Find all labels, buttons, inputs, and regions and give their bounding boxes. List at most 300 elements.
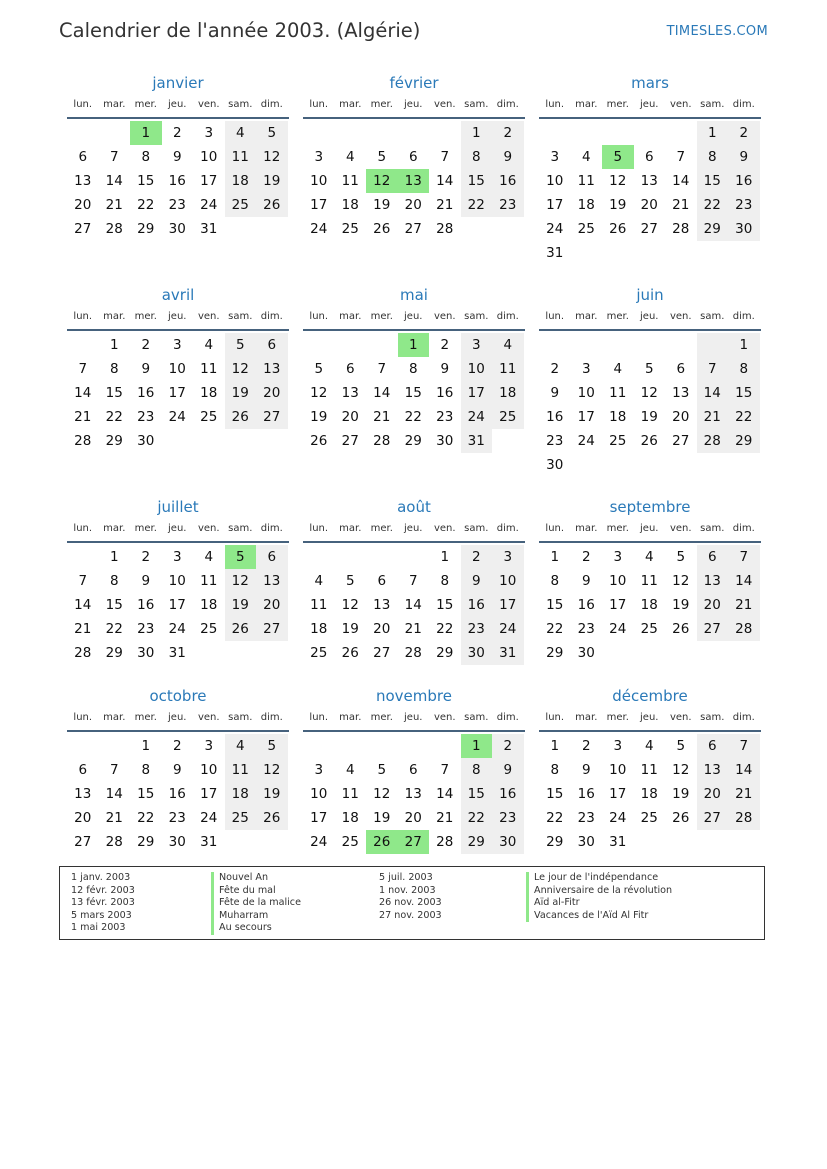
weekday-label: dim.: [260, 311, 283, 322]
day-cell: 12: [640, 385, 658, 401]
day-cell: 7: [440, 149, 450, 165]
empty-cell: [366, 734, 398, 758]
weekday-label: dim.: [496, 523, 519, 534]
empty-cell: [398, 545, 430, 569]
day-cell: 23: [546, 433, 564, 449]
weekday-label: mar.: [575, 99, 598, 110]
week-row: [67, 193, 289, 217]
day-cell: 9: [461, 569, 493, 593]
week-row: [539, 333, 761, 357]
weekday-header: [67, 522, 289, 539]
day-cell: 25: [341, 834, 359, 850]
week-row: [67, 758, 289, 782]
day-cell: 28: [404, 645, 422, 661]
day-cell: 5: [602, 145, 634, 169]
day-grid: [539, 121, 761, 265]
day-cell: 15: [461, 782, 493, 806]
day-cell: 31: [168, 645, 186, 661]
day-cell: 4: [492, 333, 524, 357]
day-cell: 9: [581, 762, 591, 778]
day-cell: 14: [728, 758, 760, 782]
day-cell: 20: [373, 621, 391, 637]
month-name: septembre: [609, 498, 691, 516]
weekday-label: dim.: [732, 523, 755, 534]
weekday-header: [67, 711, 289, 728]
day-cell: 20: [404, 197, 422, 213]
day-cell: 12: [225, 357, 257, 381]
day-cell: 7: [408, 573, 418, 589]
day-cell: 31: [461, 429, 493, 453]
empty-cell: [303, 121, 335, 145]
week-row: [67, 169, 289, 193]
day-cell: 18: [341, 197, 359, 213]
week-row: [303, 217, 525, 241]
weekday-label: dim.: [260, 99, 283, 110]
day-cell: 22: [105, 409, 123, 425]
day-cell: 22: [728, 405, 760, 429]
day-cell: 31: [200, 221, 218, 237]
empty-cell: [303, 545, 335, 569]
day-cell: 4: [345, 149, 355, 165]
day-cell: 26: [672, 810, 690, 826]
day-cell: 10: [168, 361, 186, 377]
day-cell: 30: [461, 641, 493, 665]
day-cell: 24: [310, 834, 328, 850]
weekday-label: lun.: [309, 311, 329, 322]
weekday-label: mar.: [575, 523, 598, 534]
week-row: [303, 758, 525, 782]
day-cell: 12: [672, 762, 690, 778]
day-cell: 5: [256, 734, 288, 758]
weekday-label: dim.: [496, 99, 519, 110]
day-cell: 2: [141, 337, 151, 353]
day-cell: 19: [225, 381, 257, 405]
empty-cell: [99, 734, 131, 758]
empty-cell: [697, 641, 729, 665]
week-row: [303, 545, 525, 569]
month-name: juillet: [157, 498, 199, 516]
week-row: [303, 734, 525, 758]
week-row: [539, 758, 761, 782]
day-cell: 9: [440, 361, 450, 377]
day-cell: 20: [697, 593, 729, 617]
day-cell: 1: [550, 738, 560, 754]
day-cell: 4: [225, 734, 257, 758]
brand-logo[interactable]: TIMESLES.COM: [666, 24, 768, 39]
day-cell: 29: [105, 433, 123, 449]
day-cell: 14: [728, 569, 760, 593]
day-cell: 26: [256, 193, 288, 217]
day-cell: 18: [225, 169, 257, 193]
day-cell: 30: [492, 830, 524, 854]
day-grid: [67, 121, 289, 241]
day-cell: 29: [404, 433, 422, 449]
empty-cell: [99, 121, 131, 145]
empty-cell: [697, 830, 729, 854]
day-cell: 24: [577, 433, 595, 449]
legend-entry: Fête de la malice: [211, 897, 301, 910]
day-cell: 14: [436, 173, 454, 189]
day-cell: 30: [168, 834, 186, 850]
empty-cell: [225, 830, 257, 854]
empty-cell: [398, 121, 430, 145]
day-grid: [303, 545, 525, 665]
day-cell: 2: [461, 545, 493, 569]
empty-cell: [225, 217, 257, 241]
day-cell: 13: [697, 569, 729, 593]
day-cell: 7: [697, 357, 729, 381]
day-cell: 13: [672, 385, 690, 401]
empty-cell: [634, 830, 666, 854]
empty-cell: [728, 830, 760, 854]
header-divider: [539, 329, 761, 331]
week-row: [539, 593, 761, 617]
week-row: [539, 169, 761, 193]
day-cell: 21: [436, 197, 454, 213]
week-row: [67, 806, 289, 830]
day-cell: 30: [577, 645, 595, 661]
day-cell: 17: [609, 597, 627, 613]
weekday-label: lun.: [545, 311, 565, 322]
day-cell: 3: [314, 149, 324, 165]
day-cell: 13: [256, 357, 288, 381]
weekday-label: ven.: [433, 523, 456, 534]
week-row: [67, 593, 289, 617]
weekday-header: [539, 310, 761, 327]
day-cell: 21: [373, 409, 391, 425]
day-cell: 27: [398, 830, 430, 854]
day-cell: 8: [109, 361, 119, 377]
day-cell: 1: [398, 333, 430, 357]
weekday-label: lun.: [309, 712, 329, 723]
day-cell: 12: [310, 385, 328, 401]
day-cell: 23: [492, 193, 524, 217]
day-cell: 17: [200, 173, 218, 189]
weekday-label: mer.: [134, 712, 157, 723]
day-grid: [67, 734, 289, 854]
day-cell: 11: [640, 573, 658, 589]
weekday-label: lun.: [309, 523, 329, 534]
weekday-label: dim.: [260, 712, 283, 723]
day-cell: 26: [609, 221, 627, 237]
day-cell: 25: [225, 806, 257, 830]
empty-cell: [492, 429, 524, 453]
day-cell: 21: [404, 621, 422, 637]
day-cell: 21: [436, 810, 454, 826]
day-cell: 2: [172, 738, 182, 754]
weekday-label: jeu.: [404, 99, 423, 110]
day-cell: 14: [74, 385, 92, 401]
day-cell: 22: [546, 621, 564, 637]
day-cell: 13: [697, 758, 729, 782]
weekday-header: [539, 98, 761, 115]
day-cell: 14: [697, 381, 729, 405]
header-divider: [303, 329, 525, 331]
day-cell: 7: [728, 734, 760, 758]
day-cell: 25: [577, 221, 595, 237]
day-cell: 23: [436, 409, 454, 425]
day-cell: 31: [546, 245, 564, 261]
empty-cell: [634, 333, 666, 357]
legend-entry: 5 juil. 2003: [379, 872, 433, 883]
month-name: octobre: [149, 687, 207, 705]
day-cell: 24: [310, 221, 328, 237]
day-cell: 5: [377, 149, 387, 165]
empty-cell: [665, 641, 697, 665]
day-cell: 3: [613, 738, 623, 754]
weekday-label: sam.: [228, 523, 253, 534]
day-cell: 27: [373, 645, 391, 661]
day-cell: 12: [366, 169, 398, 193]
weekday-label: lun.: [545, 523, 565, 534]
day-cell: 7: [78, 361, 88, 377]
empty-cell: [492, 217, 524, 241]
weekday-label: sam.: [228, 311, 253, 322]
day-cell: 23: [137, 621, 155, 637]
day-cell: 25: [200, 409, 218, 425]
empty-cell: [602, 241, 634, 265]
empty-cell: [398, 734, 430, 758]
day-cell: 23: [577, 621, 595, 637]
day-cell: 10: [200, 149, 218, 165]
day-cell: 9: [581, 573, 591, 589]
month-name: mars: [631, 74, 669, 92]
day-cell: 14: [105, 786, 123, 802]
week-row: [67, 569, 289, 593]
empty-cell: [193, 641, 225, 665]
empty-cell: [256, 830, 288, 854]
empty-cell: [335, 333, 367, 357]
day-cell: 6: [377, 573, 387, 589]
day-cell: 16: [137, 597, 155, 613]
day-cell: 23: [137, 409, 155, 425]
day-cell: 6: [408, 762, 418, 778]
day-cell: 20: [74, 810, 92, 826]
day-cell: 17: [168, 597, 186, 613]
day-cell: 15: [404, 385, 422, 401]
empty-cell: [602, 641, 634, 665]
day-cell: 23: [577, 810, 595, 826]
day-cell: 4: [644, 738, 654, 754]
weekday-label: ven.: [669, 311, 692, 322]
week-row: [539, 569, 761, 593]
week-row: [539, 545, 761, 569]
weekday-label: ven.: [197, 311, 220, 322]
day-cell: 10: [461, 357, 493, 381]
day-cell: 18: [577, 197, 595, 213]
day-cell: 6: [676, 361, 686, 377]
weekday-label: dim.: [732, 99, 755, 110]
day-grid: [539, 545, 761, 665]
weekday-label: mer.: [370, 99, 393, 110]
day-cell: 23: [492, 806, 524, 830]
legend-entry: 27 nov. 2003: [379, 909, 442, 921]
day-cell: 15: [546, 786, 564, 802]
empty-cell: [634, 641, 666, 665]
day-cell: 22: [105, 621, 123, 637]
day-cell: 9: [141, 573, 151, 589]
week-row: [67, 405, 289, 429]
day-cell: 11: [640, 762, 658, 778]
day-cell: 10: [310, 173, 328, 189]
day-cell: 16: [168, 173, 186, 189]
week-row: [303, 806, 525, 830]
day-cell: 25: [225, 193, 257, 217]
header-divider: [303, 730, 525, 732]
day-cell: 12: [373, 786, 391, 802]
week-row: [67, 121, 289, 145]
week-row: [67, 830, 289, 854]
weekday-label: jeu.: [640, 99, 659, 110]
day-grid: [303, 333, 525, 453]
empty-cell: [366, 545, 398, 569]
day-cell: 28: [74, 645, 92, 661]
weekday-label: mar.: [339, 99, 362, 110]
weekday-label: mer.: [606, 523, 629, 534]
day-cell: 18: [310, 621, 328, 637]
day-cell: 24: [546, 221, 564, 237]
day-cell: 24: [461, 405, 493, 429]
day-cell: 18: [609, 409, 627, 425]
week-row: [303, 569, 525, 593]
day-cell: 26: [225, 617, 257, 641]
weekday-label: lun.: [545, 712, 565, 723]
day-cell: 20: [74, 197, 92, 213]
header-divider: [539, 730, 761, 732]
day-cell: 27: [404, 221, 422, 237]
day-cell: 7: [377, 361, 387, 377]
day-cell: 17: [577, 409, 595, 425]
weekday-label: mar.: [575, 712, 598, 723]
day-cell: 5: [676, 549, 686, 565]
empty-cell: [634, 121, 666, 145]
day-cell: 1: [461, 734, 493, 758]
header-divider: [303, 117, 525, 119]
day-cell: 17: [310, 810, 328, 826]
month-1: [303, 72, 525, 241]
week-row: [67, 782, 289, 806]
day-cell: 16: [492, 169, 524, 193]
day-cell: 19: [256, 169, 288, 193]
empty-cell: [634, 241, 666, 265]
weekday-label: mar.: [339, 311, 362, 322]
day-cell: 17: [168, 385, 186, 401]
week-row: [539, 193, 761, 217]
weekday-label: sam.: [228, 99, 253, 110]
day-cell: 4: [644, 549, 654, 565]
day-cell: 21: [105, 197, 123, 213]
day-cell: 9: [172, 149, 182, 165]
day-cell: 26: [256, 806, 288, 830]
day-cell: 25: [310, 645, 328, 661]
day-cell: 6: [644, 149, 654, 165]
day-cell: 25: [640, 810, 658, 826]
week-row: [539, 241, 761, 265]
day-cell: 8: [461, 758, 493, 782]
weekday-header: [539, 711, 761, 728]
day-cell: 3: [613, 549, 623, 565]
day-cell: 27: [697, 617, 729, 641]
day-cell: 24: [609, 810, 627, 826]
day-cell: 11: [225, 758, 257, 782]
weekday-label: sam.: [464, 99, 489, 110]
empty-cell: [429, 121, 461, 145]
day-cell: 6: [78, 149, 88, 165]
day-cell: 20: [697, 782, 729, 806]
week-row: [539, 121, 761, 145]
weekday-label: jeu.: [168, 523, 187, 534]
weekday-label: jeu.: [168, 712, 187, 723]
weekday-label: mer.: [606, 712, 629, 723]
week-row: [67, 617, 289, 641]
day-cell: 28: [672, 221, 690, 237]
day-cell: 19: [310, 409, 328, 425]
day-cell: 15: [546, 597, 564, 613]
weekday-label: mer.: [134, 311, 157, 322]
day-cell: 2: [581, 549, 591, 565]
weekday-label: ven.: [197, 523, 220, 534]
day-cell: 26: [672, 621, 690, 637]
day-cell: 5: [225, 545, 257, 569]
day-cell: 28: [728, 806, 760, 830]
week-row: [539, 217, 761, 241]
weekday-label: jeu.: [404, 712, 423, 723]
day-cell: 4: [204, 549, 214, 565]
legend-names-1: [211, 872, 301, 935]
day-cell: 17: [461, 381, 493, 405]
weekday-label: sam.: [700, 99, 725, 110]
day-cell: 17: [200, 786, 218, 802]
legend-names-2: [526, 872, 672, 922]
day-cell: 7: [109, 762, 119, 778]
day-cell: 12: [225, 569, 257, 593]
day-cell: 8: [141, 149, 151, 165]
day-cell: 1: [550, 549, 560, 565]
day-cell: 25: [200, 621, 218, 637]
day-cell: 8: [141, 762, 151, 778]
weekday-label: mer.: [606, 99, 629, 110]
month-name: juin: [636, 286, 664, 304]
weekday-label: ven.: [433, 712, 456, 723]
legend-dates-2: [379, 872, 442, 922]
day-cell: 15: [105, 385, 123, 401]
weekday-header: [303, 98, 525, 115]
day-cell: 23: [168, 810, 186, 826]
day-cell: 3: [550, 149, 560, 165]
week-row: [303, 593, 525, 617]
day-cell: 10: [168, 573, 186, 589]
weekday-label: sam.: [700, 712, 725, 723]
day-cell: 11: [492, 357, 524, 381]
day-cell: 29: [546, 645, 564, 661]
day-cell: 8: [408, 361, 418, 377]
weekday-label: sam.: [700, 523, 725, 534]
day-cell: 7: [728, 545, 760, 569]
day-cell: 5: [345, 573, 355, 589]
day-cell: 16: [577, 786, 595, 802]
legend-entry: 5 mars 2003: [71, 909, 132, 921]
day-cell: 3: [581, 361, 591, 377]
empty-cell: [67, 121, 99, 145]
day-cell: 14: [404, 597, 422, 613]
day-cell: 3: [204, 125, 214, 141]
day-cell: 12: [672, 573, 690, 589]
weekday-label: mer.: [370, 311, 393, 322]
weekday-label: jeu.: [168, 311, 187, 322]
day-cell: 15: [461, 169, 493, 193]
day-cell: 26: [373, 221, 391, 237]
empty-cell: [602, 121, 634, 145]
